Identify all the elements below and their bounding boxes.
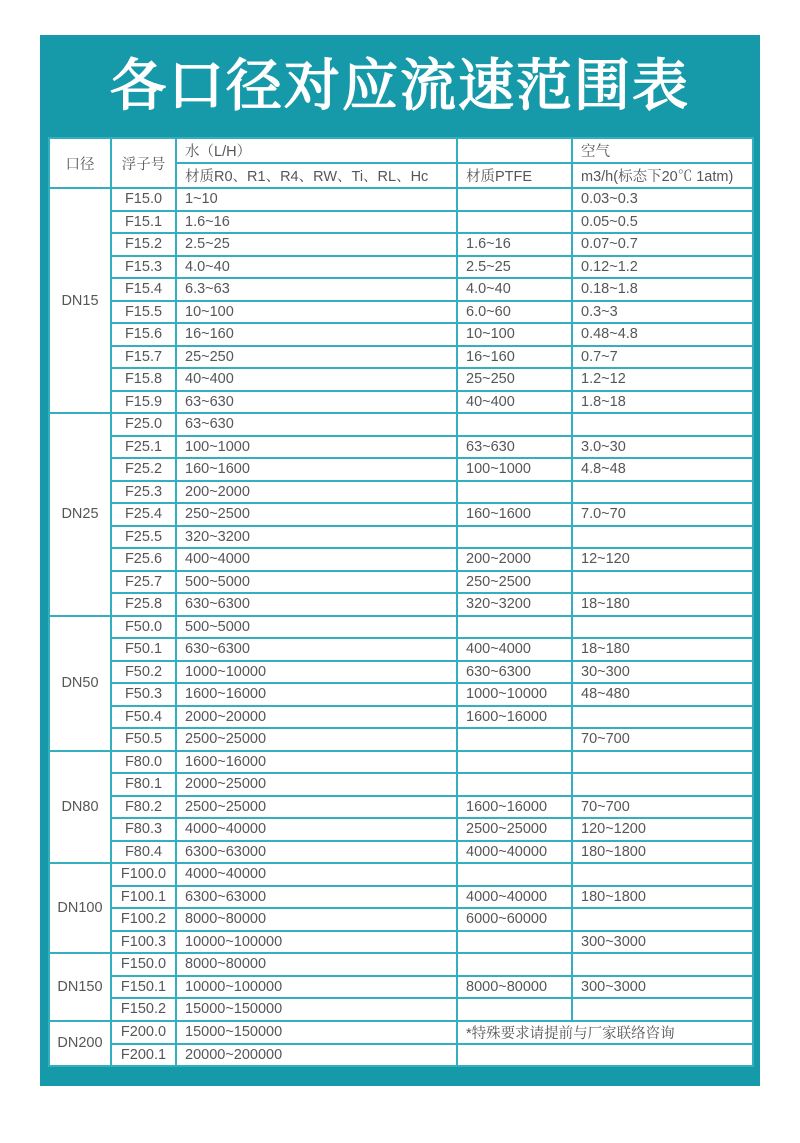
water-range-cell: 2500~25000	[176, 796, 457, 819]
air-range-cell: 0.05~0.5	[572, 211, 753, 234]
air-range-cell	[572, 998, 753, 1021]
table-row	[49, 1044, 753, 1067]
ptfe-range-cell: 40~400	[457, 391, 572, 414]
flow-table-panel	[40, 35, 760, 1086]
ptfe-range-cell: 1000~10000	[457, 683, 572, 706]
water-range-cell: 8000~80000	[176, 953, 457, 976]
water-range-cell: 1600~16000	[176, 751, 457, 774]
water-range-cell: 100~1000	[176, 436, 457, 459]
ptfe-range-cell: 250~2500	[457, 571, 572, 594]
table-row	[49, 526, 753, 549]
water-range-cell: 500~5000	[176, 571, 457, 594]
air-range-cell	[572, 751, 753, 774]
table-row	[49, 976, 753, 999]
water-range-cell: 6300~63000	[176, 841, 457, 864]
air-range-cell: 3.0~30	[572, 436, 753, 459]
water-range-cell: 320~3200	[176, 526, 457, 549]
diameter-cell: DN50	[49, 616, 111, 751]
water-range-cell: 2.5~25	[176, 233, 457, 256]
air-range-cell: 0.18~1.8	[572, 278, 753, 301]
table-row	[49, 481, 753, 504]
table-row	[49, 841, 753, 864]
float-number-cell: F150.2	[111, 998, 176, 1021]
air-range-cell: 48~480	[572, 683, 753, 706]
water-range-cell: 400~4000	[176, 548, 457, 571]
water-range-cell: 4000~40000	[176, 818, 457, 841]
flow-rate-table	[48, 137, 754, 1067]
ptfe-range-cell: 630~6300	[457, 661, 572, 684]
float-number-cell: F15.8	[111, 368, 176, 391]
float-number-cell: F50.0	[111, 616, 176, 639]
table-row	[49, 593, 753, 616]
water-range-cell: 10000~100000	[176, 931, 457, 954]
air-range-cell	[572, 863, 753, 886]
table-row	[49, 233, 753, 256]
ptfe-range-cell: 25~250	[457, 368, 572, 391]
ptfe-range-cell	[457, 616, 572, 639]
ptfe-range-cell	[457, 211, 572, 234]
float-number-cell: F25.3	[111, 481, 176, 504]
table-row	[49, 908, 753, 931]
float-number-cell: F15.2	[111, 233, 176, 256]
ptfe-range-cell: 4000~40000	[457, 886, 572, 909]
ptfe-range-cell: 100~1000	[457, 458, 572, 481]
float-number-cell: F150.0	[111, 953, 176, 976]
note-cell	[457, 1044, 753, 1067]
air-range-cell: 0.07~0.7	[572, 233, 753, 256]
float-number-cell: F50.4	[111, 706, 176, 729]
note-cell: *特殊要求请提前与厂家联络咨询	[457, 1021, 753, 1044]
float-number-cell: F15.6	[111, 323, 176, 346]
table-body	[49, 188, 753, 1066]
air-range-cell: 300~3000	[572, 931, 753, 954]
air-range-cell	[572, 526, 753, 549]
float-number-cell: F100.3	[111, 931, 176, 954]
float-number-cell: F15.3	[111, 256, 176, 279]
table-row	[49, 616, 753, 639]
air-range-cell: 1.8~18	[572, 391, 753, 414]
ptfe-range-cell: 200~2000	[457, 548, 572, 571]
water-range-cell: 15000~150000	[176, 998, 457, 1021]
water-range-cell: 1~10	[176, 188, 457, 211]
air-range-cell: 4.8~48	[572, 458, 753, 481]
air-range-cell: 180~1800	[572, 841, 753, 864]
table-row	[49, 391, 753, 414]
table-row	[49, 638, 753, 661]
header-air-unit: m3/h(标态下20℃ 1atm)	[572, 163, 753, 188]
float-number-cell: F25.1	[111, 436, 176, 459]
air-range-cell: 0.48~4.8	[572, 323, 753, 346]
table-row	[49, 818, 753, 841]
table-row	[49, 683, 753, 706]
water-range-cell: 2000~20000	[176, 706, 457, 729]
ptfe-range-cell: 160~1600	[457, 503, 572, 526]
table-row	[49, 346, 753, 369]
page-title: 各口径对应流速范围表	[110, 54, 690, 117]
float-number-cell: F80.3	[111, 818, 176, 841]
water-range-cell: 1600~16000	[176, 683, 457, 706]
table-row	[49, 211, 753, 234]
ptfe-range-cell	[457, 188, 572, 211]
water-range-cell: 4000~40000	[176, 863, 457, 886]
water-range-cell: 10000~100000	[176, 976, 457, 999]
ptfe-range-cell: 6.0~60	[457, 301, 572, 324]
air-range-cell	[572, 706, 753, 729]
table-row	[49, 706, 753, 729]
air-range-cell: 0.7~7	[572, 346, 753, 369]
table-row	[49, 931, 753, 954]
diameter-cell: DN80	[49, 751, 111, 864]
float-number-cell: F100.0	[111, 863, 176, 886]
ptfe-range-cell	[457, 998, 572, 1021]
float-number-cell: F200.1	[111, 1044, 176, 1067]
float-number-cell: F15.4	[111, 278, 176, 301]
float-number-cell: F15.0	[111, 188, 176, 211]
float-number-cell: F100.2	[111, 908, 176, 931]
water-range-cell: 2500~25000	[176, 728, 457, 751]
float-number-cell: F15.5	[111, 301, 176, 324]
ptfe-range-cell: 8000~80000	[457, 976, 572, 999]
water-range-cell: 20000~200000	[176, 1044, 457, 1067]
water-range-cell: 15000~150000	[176, 1021, 457, 1044]
ptfe-range-cell: 1600~16000	[457, 796, 572, 819]
float-number-cell: F25.4	[111, 503, 176, 526]
table-row	[49, 256, 753, 279]
float-number-cell: F80.0	[111, 751, 176, 774]
table-row	[49, 436, 753, 459]
air-range-cell	[572, 616, 753, 639]
water-range-cell: 10~100	[176, 301, 457, 324]
float-number-cell: F50.5	[111, 728, 176, 751]
float-number-cell: F25.8	[111, 593, 176, 616]
water-range-cell: 500~5000	[176, 616, 457, 639]
table-row	[49, 796, 753, 819]
air-range-cell	[572, 571, 753, 594]
float-number-cell: F150.1	[111, 976, 176, 999]
float-number-cell: F50.3	[111, 683, 176, 706]
diameter-cell: DN25	[49, 413, 111, 616]
air-range-cell	[572, 953, 753, 976]
table-row	[49, 998, 753, 1021]
table-row	[49, 368, 753, 391]
water-range-cell: 40~400	[176, 368, 457, 391]
air-range-cell: 180~1800	[572, 886, 753, 909]
table-row	[49, 728, 753, 751]
air-range-cell: 18~180	[572, 593, 753, 616]
float-number-cell: F80.4	[111, 841, 176, 864]
table-row	[49, 323, 753, 346]
air-range-cell: 70~700	[572, 728, 753, 751]
table-row	[49, 278, 753, 301]
air-range-cell: 30~300	[572, 661, 753, 684]
air-range-cell: 300~3000	[572, 976, 753, 999]
water-range-cell: 8000~80000	[176, 908, 457, 931]
ptfe-range-cell	[457, 728, 572, 751]
float-number-cell: F25.0	[111, 413, 176, 436]
water-range-cell: 4.0~40	[176, 256, 457, 279]
float-number-cell: F25.5	[111, 526, 176, 549]
water-range-cell: 250~2500	[176, 503, 457, 526]
ptfe-range-cell: 1.6~16	[457, 233, 572, 256]
air-range-cell: 1.2~12	[572, 368, 753, 391]
float-number-cell: F15.1	[111, 211, 176, 234]
ptfe-range-cell	[457, 413, 572, 436]
table-row	[49, 413, 753, 436]
diameter-cell: DN200	[49, 1021, 111, 1067]
ptfe-range-cell	[457, 773, 572, 796]
table-row	[49, 188, 753, 211]
diameter-cell: DN100	[49, 863, 111, 953]
ptfe-range-cell: 1600~16000	[457, 706, 572, 729]
air-range-cell	[572, 413, 753, 436]
table-row	[49, 458, 753, 481]
table-row	[49, 503, 753, 526]
float-number-cell: F15.9	[111, 391, 176, 414]
water-range-cell: 160~1600	[176, 458, 457, 481]
header-water-group: 水（L/H）	[176, 138, 457, 163]
ptfe-range-cell	[457, 526, 572, 549]
air-range-cell	[572, 481, 753, 504]
table-row	[49, 863, 753, 886]
ptfe-range-cell: 10~100	[457, 323, 572, 346]
air-range-cell	[572, 908, 753, 931]
ptfe-range-cell: 16~160	[457, 346, 572, 369]
diameter-cell: DN150	[49, 953, 111, 1021]
water-range-cell: 25~250	[176, 346, 457, 369]
air-range-cell: 12~120	[572, 548, 753, 571]
float-number-cell: F80.1	[111, 773, 176, 796]
water-range-cell: 63~630	[176, 413, 457, 436]
float-number-cell: F25.7	[111, 571, 176, 594]
air-range-cell: 120~1200	[572, 818, 753, 841]
table-header	[49, 138, 753, 188]
air-range-cell: 18~180	[572, 638, 753, 661]
water-range-cell: 1000~10000	[176, 661, 457, 684]
ptfe-range-cell: 4.0~40	[457, 278, 572, 301]
float-number-cell: F15.7	[111, 346, 176, 369]
ptfe-range-cell: 400~4000	[457, 638, 572, 661]
water-range-cell: 63~630	[176, 391, 457, 414]
table-row	[49, 661, 753, 684]
ptfe-range-cell: 4000~40000	[457, 841, 572, 864]
float-number-cell: F100.1	[111, 886, 176, 909]
ptfe-range-cell: 6000~60000	[457, 908, 572, 931]
header-diameter: 口径	[49, 138, 111, 188]
table-row	[49, 773, 753, 796]
table-row	[49, 571, 753, 594]
float-number-cell: F200.0	[111, 1021, 176, 1044]
air-range-cell	[572, 773, 753, 796]
ptfe-range-cell: 2500~25000	[457, 818, 572, 841]
water-range-cell: 2000~25000	[176, 773, 457, 796]
ptfe-range-cell	[457, 481, 572, 504]
table-row	[49, 953, 753, 976]
ptfe-range-cell	[457, 953, 572, 976]
ptfe-range-cell: 2.5~25	[457, 256, 572, 279]
float-number-cell: F25.6	[111, 548, 176, 571]
table-row	[49, 1021, 753, 1044]
header-float-number: 浮子号	[111, 138, 176, 188]
air-range-cell: 0.12~1.2	[572, 256, 753, 279]
diameter-cell: DN15	[49, 188, 111, 413]
air-range-cell: 0.03~0.3	[572, 188, 753, 211]
water-range-cell: 6300~63000	[176, 886, 457, 909]
float-number-cell: F80.2	[111, 796, 176, 819]
air-range-cell: 0.3~3	[572, 301, 753, 324]
water-range-cell: 630~6300	[176, 638, 457, 661]
water-range-cell: 6.3~63	[176, 278, 457, 301]
water-range-cell: 16~160	[176, 323, 457, 346]
ptfe-range-cell	[457, 751, 572, 774]
table-row	[49, 751, 753, 774]
float-number-cell: F50.1	[111, 638, 176, 661]
float-number-cell: F25.2	[111, 458, 176, 481]
table-row	[49, 548, 753, 571]
header-ptfe: 材质PTFE	[457, 163, 572, 188]
ptfe-range-cell	[457, 863, 572, 886]
header-water-materials: 材质R0、R1、R4、RW、Ti、RL、Hc	[176, 163, 457, 188]
header-air-group: 空气	[572, 138, 753, 163]
ptfe-range-cell: 63~630	[457, 436, 572, 459]
header-ptfe-spacer	[457, 138, 572, 163]
water-range-cell: 1.6~16	[176, 211, 457, 234]
ptfe-range-cell: 320~3200	[457, 593, 572, 616]
water-range-cell: 630~6300	[176, 593, 457, 616]
float-number-cell: F50.2	[111, 661, 176, 684]
ptfe-range-cell	[457, 931, 572, 954]
air-range-cell: 70~700	[572, 796, 753, 819]
table-row	[49, 886, 753, 909]
air-range-cell: 7.0~70	[572, 503, 753, 526]
water-range-cell: 200~2000	[176, 481, 457, 504]
table-row	[49, 301, 753, 324]
